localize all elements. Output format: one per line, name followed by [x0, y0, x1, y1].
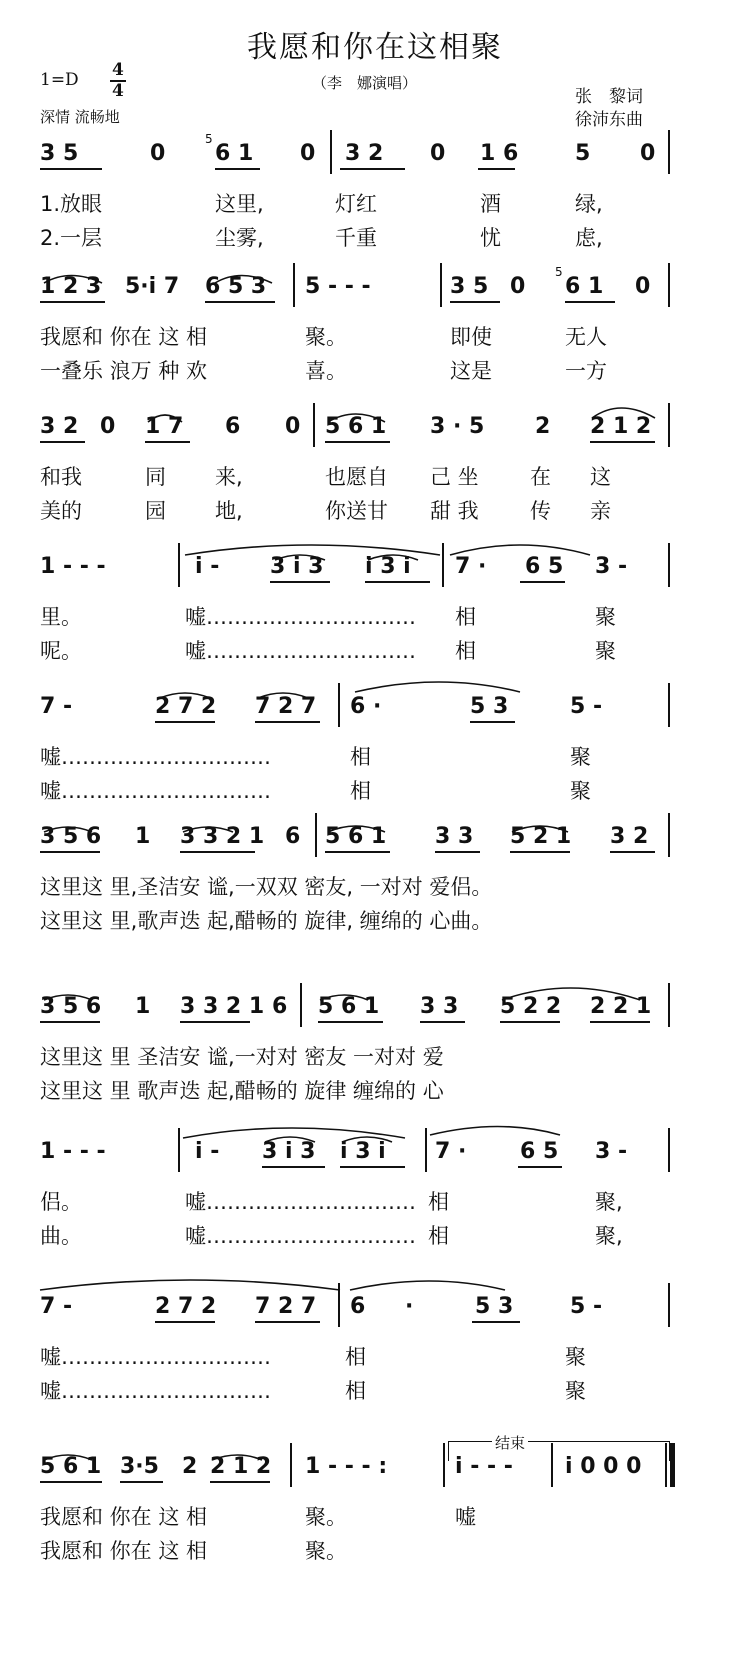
song-title: 我愿和你在这相聚 [247, 30, 503, 65]
lyric-text: 聚。 [305, 1505, 347, 1529]
note-group: 3 5 [450, 274, 489, 299]
note-group: 1 [135, 994, 151, 1019]
note-group: 3 3 2 1 [180, 824, 265, 849]
tempo-marking: 深情 流畅地 [40, 108, 120, 126]
grace-note: 5 [205, 132, 213, 146]
note-group: 0 [150, 141, 166, 166]
note-group: 6 5 [520, 1139, 559, 1164]
lyric-text: 嘘………………………… [185, 639, 416, 663]
note-group: 7 · [455, 554, 487, 579]
note-group: 0 [100, 414, 116, 439]
note-group: 7 2 7 [255, 694, 317, 719]
lyric-text: 嘘………………………… [40, 1345, 271, 1369]
lyric-text: 嘘………………………… [185, 605, 416, 629]
lyric-text: 聚。 [305, 325, 347, 349]
note-group: 1 - - - : [305, 1454, 388, 1479]
lyric-text: 里。 [40, 605, 82, 629]
lyric-text: 和我 [40, 465, 82, 489]
lyric-text: 美的 [40, 499, 82, 523]
lyric-text: 聚 [570, 745, 591, 769]
note-group: 1 2 3 [40, 274, 102, 299]
note-group: 2 1 2 [210, 1454, 272, 1479]
performer: （李 娜演唱） [312, 74, 418, 92]
lyric-text: 这里, [215, 192, 264, 216]
note-group: 6 [225, 414, 241, 439]
note-group: 2 7 2 [155, 1294, 217, 1319]
note-group: 1 - - - [40, 554, 106, 579]
note-group: 1 7 [145, 414, 184, 439]
lyric-text: 曲。 [40, 1224, 82, 1248]
note-group: 6 [350, 1294, 366, 1319]
note-group: 0 [430, 141, 446, 166]
note-group: 3 i 3 [262, 1139, 316, 1164]
grace-note: 5 [555, 265, 563, 279]
note-group: 0 [300, 141, 316, 166]
lyric-text: 绿, [575, 192, 603, 216]
note-group: 3 - [595, 1139, 628, 1164]
note-group: i 0 0 0 [565, 1454, 642, 1479]
lyric-text: 一方 [565, 359, 607, 383]
lyric-text: 这里这 里,圣洁安 谧,一双双 密友, 一对对 爱侣。 [40, 875, 493, 899]
lyric-text: 嘘………………………… [185, 1190, 416, 1214]
lyric-text: 呢。 [40, 639, 82, 663]
lyric-text: 聚, [595, 1224, 623, 1248]
lyric-text: 聚 [570, 779, 591, 803]
lyric-text: 己 坐 [430, 465, 479, 489]
lyric-text: 相 [455, 639, 476, 663]
lyric-text: 来, [215, 465, 243, 489]
note-group: · [405, 1294, 414, 1319]
lyric-text: 灯红 [335, 192, 377, 216]
note-group: 6 [272, 994, 288, 1019]
time-signature-top: 4 [112, 60, 124, 80]
note-group: 7 2 7 [255, 1294, 317, 1319]
lyric-text: 聚 [595, 605, 616, 629]
note-group: 1 [135, 824, 151, 849]
note-group: 6 · [350, 694, 382, 719]
note-group: i 3 i [340, 1139, 386, 1164]
note-group: 2 [535, 414, 551, 439]
lyric-text: 相 [428, 1224, 449, 1248]
note-group: 5 6 1 [325, 414, 387, 439]
note-group: 0 [510, 274, 526, 299]
note-group: 5 3 [475, 1294, 514, 1319]
lyric-text: 聚, [595, 1190, 623, 1214]
lyric-text: 园 [145, 499, 166, 523]
lyric-text: 千重 [335, 226, 377, 250]
lyricist: 张 黎词 [575, 87, 643, 107]
note-group: 5 2 2 [500, 994, 562, 1019]
note-group: 7 - [40, 1294, 73, 1319]
note-group: 3 i 3 [270, 554, 324, 579]
lyric-text: 1.放眼 [40, 192, 103, 216]
note-group: 5 6 1 [325, 824, 387, 849]
lyric-text: 你送甘 [325, 499, 388, 523]
note-group: 5 - [570, 1294, 603, 1319]
note-group: 1 6 [480, 141, 519, 166]
lyric-text: 地, [215, 499, 243, 523]
note-group: 2 7 2 [155, 694, 217, 719]
note-group: 1 - - - [40, 1139, 106, 1164]
lyric-text: 一叠乐 浪万 种 欢 [40, 359, 208, 383]
lyric-text: 尘雾, [215, 226, 264, 250]
lyric-text: 在 [530, 465, 551, 489]
note-group: 3·5 [120, 1454, 159, 1479]
lyric-text: 嘘………………………… [40, 1379, 271, 1403]
lyric-text: 相 [350, 779, 371, 803]
note-group: 3 2 [610, 824, 649, 849]
lyric-text: 这 [590, 465, 611, 489]
lyric-text: 聚 [565, 1379, 586, 1403]
note-group: 3 5 6 [40, 824, 102, 849]
lyric-text: 嘘………………………… [40, 745, 271, 769]
note-group: i 3 i [365, 554, 411, 579]
note-group: 2 2 1 [590, 994, 652, 1019]
note-group: 3 - [595, 554, 628, 579]
lyric-text: 这里这 里 歌声迭 起,醋畅的 旋律 缠绵的 心 [40, 1079, 444, 1103]
lyric-text: 嘘………………………… [185, 1224, 416, 1248]
note-group: 2 1 2 [590, 414, 652, 439]
lyric-text: 酒 [480, 192, 501, 216]
note-group: 3 3 2 1 [180, 994, 265, 1019]
note-group: i - - - [455, 1454, 513, 1479]
lyric-text: 2.一层 [40, 226, 103, 250]
lyric-text: 相 [345, 1379, 366, 1403]
lyric-text: 聚 [595, 639, 616, 663]
lyric-text: 这是 [450, 359, 492, 383]
note-group: 5 3 [470, 694, 509, 719]
note-group: 5 - - - [305, 274, 371, 299]
lyric-text: 相 [350, 745, 371, 769]
lyric-text: 也愿自 [325, 465, 388, 489]
lyric-text: 相 [345, 1345, 366, 1369]
note-group: 3 2 [40, 414, 79, 439]
lyric-text: 这里这 里,歌声迭 起,醋畅的 旋律, 缠绵的 心曲。 [40, 909, 493, 933]
lyric-text: 相 [455, 605, 476, 629]
lyric-text: 忧 [480, 226, 501, 250]
note-group: i - [195, 1139, 220, 1164]
note-group: 2 [182, 1454, 198, 1479]
note-group: 5·i 7 [125, 274, 180, 299]
lyric-text: 喜。 [305, 359, 347, 383]
note-group: 3 · 5 [430, 414, 485, 439]
lyric-text: 聚。 [305, 1539, 347, 1563]
note-group: 5 6 1 [40, 1454, 102, 1479]
note-group: 6 5 [525, 554, 564, 579]
lyric-text: 聚 [565, 1345, 586, 1369]
time-signature-bottom: 4 [112, 81, 124, 101]
note-group: 5 6 1 [318, 994, 380, 1019]
lyric-text: 虑, [575, 226, 603, 250]
ending-label: 结束 [492, 1432, 528, 1453]
lyric-text: 侣。 [40, 1190, 82, 1214]
note-group: 0 [285, 414, 301, 439]
lyric-text: 我愿和 你在 这 相 [40, 1505, 208, 1529]
note-group: 6 1 [565, 274, 604, 299]
lyric-text: 相 [428, 1190, 449, 1214]
note-group: 5 2 1 [510, 824, 572, 849]
lyric-text: 无人 [565, 325, 607, 349]
lyric-text: 我愿和 你在 这 相 [40, 1539, 208, 1563]
lyric-text: 嘘………………………… [40, 779, 271, 803]
lyric-text: 甜 我 [430, 499, 479, 523]
lyric-text: 传 [530, 499, 551, 523]
lyric-text: 亲 [590, 499, 611, 523]
note-group: 5 - [570, 694, 603, 719]
note-group: 6 [285, 824, 301, 849]
note-group: 3 2 [345, 141, 384, 166]
note-group: 3 3 [420, 994, 459, 1019]
note-group: i - [195, 554, 220, 579]
key-signature: 1=D [40, 70, 79, 90]
note-group: 5 [575, 141, 591, 166]
note-group: 3 3 [435, 824, 474, 849]
note-group: 3 5 [40, 141, 79, 166]
note-group: 6 1 [215, 141, 254, 166]
lyric-text: 即使 [450, 325, 492, 349]
note-group: 7 - [40, 694, 73, 719]
note-group: 0 [640, 141, 656, 166]
lyric-text: 同 [145, 465, 166, 489]
lyric-text: 这里这 里 圣洁安 谧,一对对 密友 一对对 爱 [40, 1045, 444, 1069]
lyric-text: 我愿和 你在 这 相 [40, 325, 208, 349]
note-group: 3 5 6 [40, 994, 102, 1019]
note-group: 6 5 3 [205, 274, 267, 299]
composer: 徐沛东曲 [575, 110, 643, 130]
lyric-text: 嘘 [455, 1505, 476, 1529]
note-group: 7 · [435, 1139, 467, 1164]
note-group: 0 [635, 274, 651, 299]
